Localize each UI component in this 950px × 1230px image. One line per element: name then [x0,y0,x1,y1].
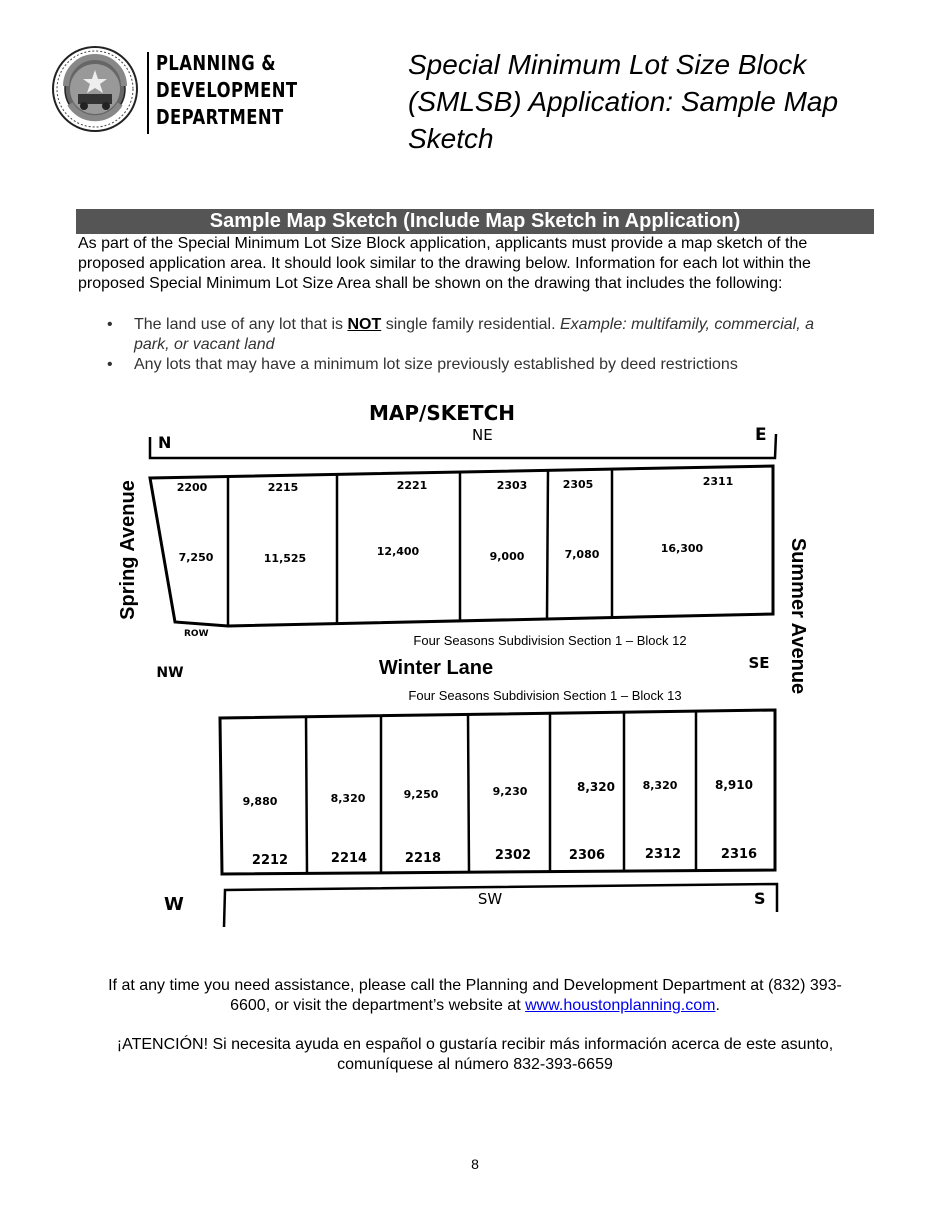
compass-sw: SW [477,890,503,908]
emphasis-not: NOT [347,316,382,333]
lot-address: 2214 [330,851,368,866]
lot-size: 8,320 [577,780,615,794]
sketch-title: MAP/SKETCH [369,401,515,425]
lot-size: 8,320 [330,792,366,805]
block-13-lots [243,778,757,868]
spanish-line: ¡ATENCIÓN! Si necesita ayuda en español o gustaría recibir más información acerca de este asunto, [116,1036,834,1053]
lot-size: 7,080 [564,548,600,561]
lot-address: 2312 [644,847,682,862]
list-item-suffix: single family residential. [381,316,560,333]
department-line: DEPARTMENT [156,105,284,129]
compass-ne: NE [472,426,493,444]
lot-size: 9,000 [489,550,525,563]
document-title [408,46,878,157]
block-12-lots [177,475,734,565]
street-summer-avenue: Summer Avenue [787,537,809,695]
department-line: DEVELOPMENT [156,78,298,102]
lot-size: 11,525 [263,552,307,565]
lot-address: 2215 [267,481,299,494]
intro-line: proposed Special Minimum Lot Size Area shall be shown on the drawing that includes the following: [78,275,783,292]
lot-address: 2218 [404,851,442,866]
help-line: If at any time you need assistance, please call the Planning and Development Department at (832) 393- [108,977,842,994]
block-13-label: Four Seasons Subdivision Section 1 – Block 13 [408,688,682,703]
compass-w: W [164,894,184,915]
help-text [60,976,890,1016]
lot-address: 2212 [251,853,289,868]
compass-nw: NW [156,665,184,681]
row-label: ROW [184,629,209,639]
compass-n: N [158,433,172,452]
intro-paragraph [78,234,878,294]
lot-size: 9,250 [403,788,439,801]
street-spring-avenue: Spring Avenue [117,480,139,620]
website-link[interactable]: www.houstonplanning.com [525,997,716,1014]
bullet-icon: • [107,356,113,373]
intro-line: proposed application area. It should look similar to the drawing below. Information for each lot within the [78,255,811,272]
compass-e: E [755,425,767,445]
title-line: Sketch [408,123,494,154]
city-seal-logo [52,46,138,132]
lot-size: 7,250 [178,551,214,564]
lot-size: 9,880 [242,795,278,808]
title-line: Special Minimum Lot Size Block [408,49,807,80]
street-winter-lane: Winter Lane [378,657,494,679]
lot-address: 2316 [720,847,758,862]
lot-address: 2302 [494,848,532,863]
lot-size: 16,300 [660,542,704,555]
help-line-suffix: . [715,997,720,1014]
title-line: (SMLSB) Application: Sample Map [408,86,839,117]
list-item-example-cont: park, or vacant land [134,336,275,353]
lot-size: 12,400 [376,545,420,558]
list-item-text [134,315,814,335]
lot-address: 2311 [702,475,734,488]
lot-address: 2221 [396,479,428,492]
bullet-icon: • [107,316,113,333]
intro-line: As part of the Special Minimum Lot Size Block application, applicants must provide a map sketch of the [78,235,808,252]
compass-se: SE [748,654,770,672]
header-divider [147,52,149,134]
list-item-prefix: The land use of any lot that is [134,316,348,333]
lot-size: 8,320 [642,779,678,792]
map-sketch [100,392,860,937]
department-name [156,50,329,131]
block-12-label: Four Seasons Subdivision Section 1 – Block 12 [413,633,687,648]
lot-divider [547,470,548,618]
spanish-notice [60,1035,890,1075]
lot-address: 2306 [568,848,606,863]
compass-s: S [754,889,766,908]
lot-divider [468,714,469,872]
lot-address: 2200 [176,481,208,494]
page-number: 8 [471,1156,479,1172]
help-line [60,996,890,1016]
lot-address: 2303 [496,479,528,492]
lot-size: 9,230 [492,785,528,798]
lot-size: 8,910 [715,778,753,792]
list-item-example: Example: multifamily, commercial, a [560,316,814,333]
lot-divider [306,716,307,873]
help-line-prefix: 6600, or visit the department’s website at [230,997,526,1014]
spanish-line: comuníquese al número 832-393-6659 [337,1056,613,1073]
department-line: PLANNING & [156,51,277,75]
north-boundary-line [150,434,776,458]
lot-address: 2305 [562,478,594,491]
section-banner: Sample Map Sketch (Include Map Sketch in Application) [76,209,874,234]
list-item-text: Any lots that may have a minimum lot size previously established by deed restrictions [134,356,738,373]
